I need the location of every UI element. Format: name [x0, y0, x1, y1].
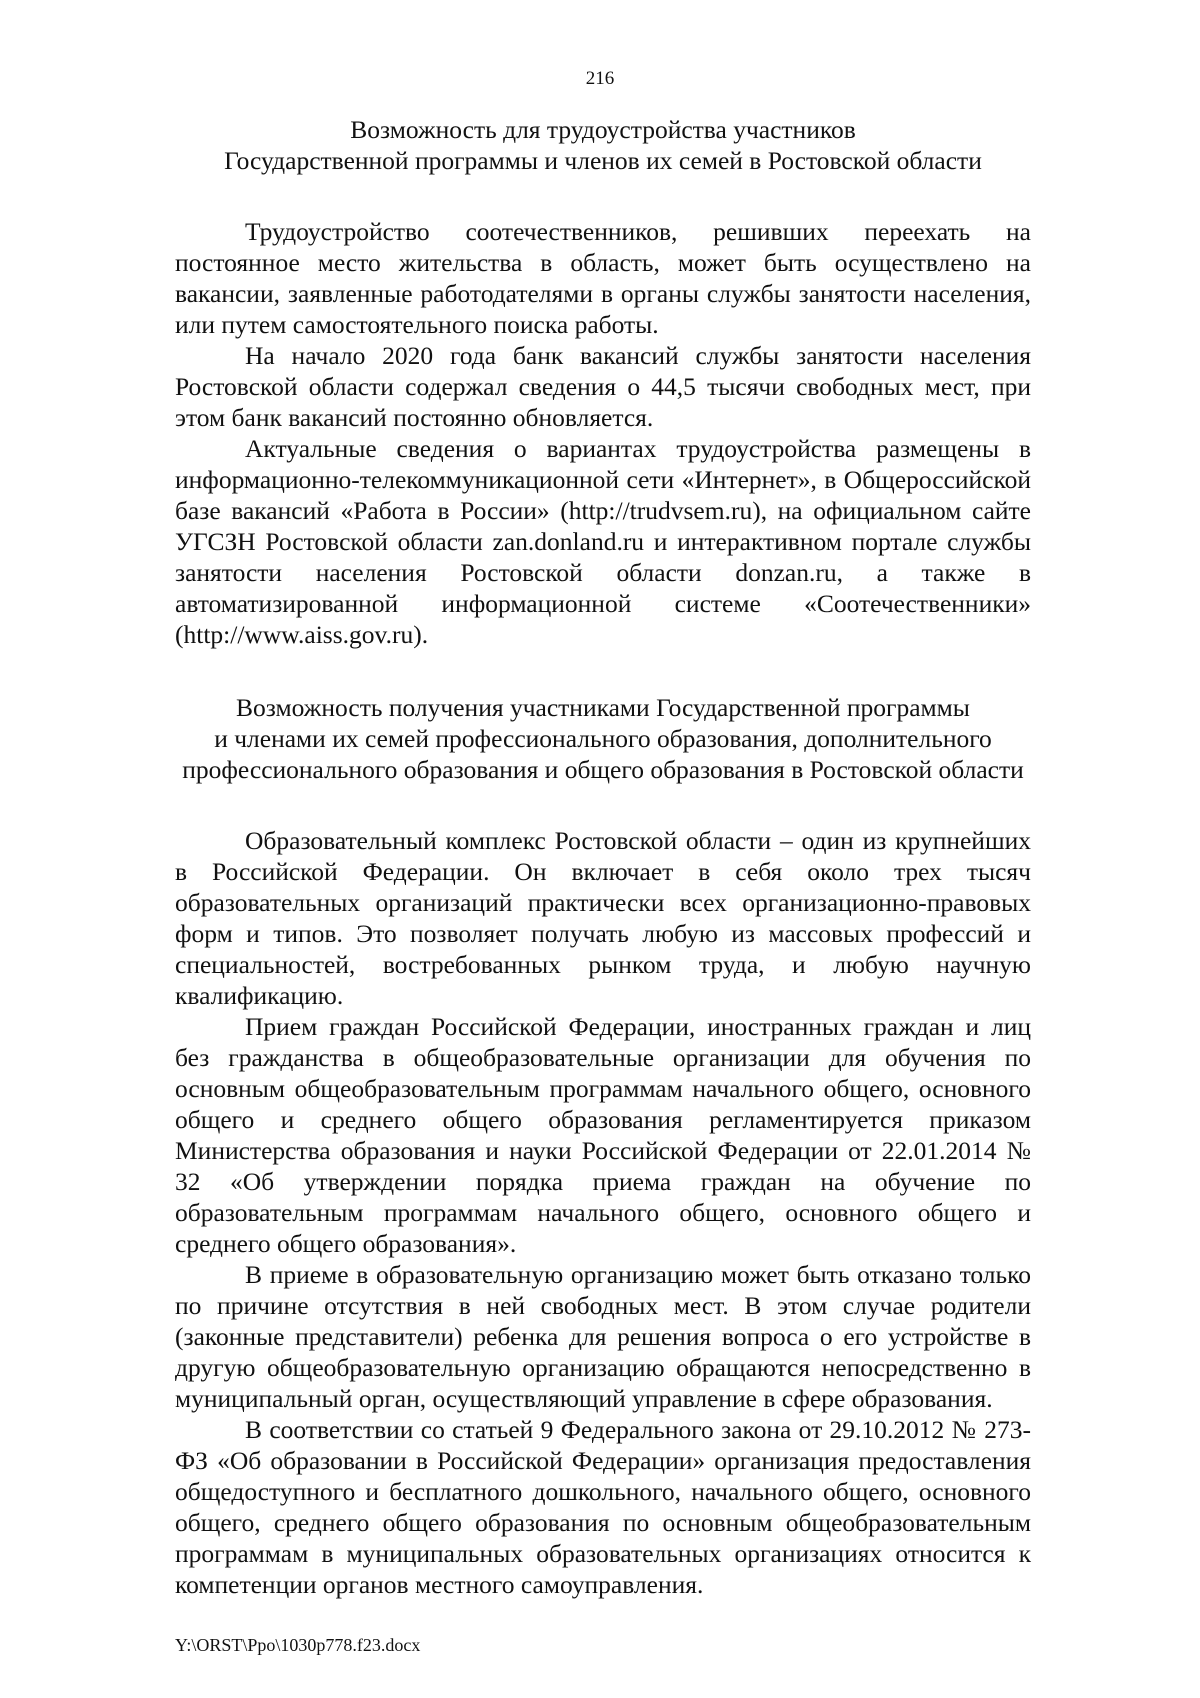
heading-line: Государственной программы и членов их семей в Ростовской области: [224, 146, 982, 175]
footer-file-path: Y:\ORST\Ppo\1030p778.f23.docx: [175, 1635, 421, 1655]
heading-line: Возможность получения участниками Государственной программы: [236, 693, 970, 722]
paragraph: На начало 2020 года банк вакансий службы занятости населения Ростовской области содержал сведения о 44,5 тысячи свободных мест, при этом банк вакансий постоянно обновляется.: [175, 341, 1031, 432]
heading-line: и членами их семей профессионального образования, дополнительного: [214, 724, 992, 753]
paragraph: Актуальные сведения о вариантах трудоустройства размещены в информационно-телекоммуникационной сети «Интернет», в Общероссийской базе вакансий «Работа в России» (http://trudvsem.ru), на официальном сайте УГСЗН Ростовской области zan.donland.ru и интерактивном портале службы занятости населения Ростовской области donzan.ru, а также в автоматизированной информационной системе «Соотечественники» (http://www.aiss.gov.ru).: [175, 434, 1031, 649]
heading-line: Возможность для трудоустройства участников: [350, 115, 856, 144]
heading-line: профессионального образования и общего образования в Ростовской области: [182, 755, 1024, 784]
section-heading-education: [175, 692, 1031, 785]
section-heading-employment: [175, 114, 1031, 176]
paragraph: В приеме в образовательную организацию может быть отказано только по причине отсутствия в ней свободных мест. В этом случае родители (законные представители) ребенка для решения вопроса о его устройстве в другую общеобразовательную организацию обращаются непосредственно в муниципальный орган, осуществляющий управление в сфере образования.: [175, 1260, 1031, 1413]
page-number: 216: [585, 68, 615, 89]
paragraph: В соответствии со статьей 9 Федерального закона от 29.10.2012 № 273-ФЗ «Об образовании в Российской Федерации» организация предоставления общедоступного и бесплатного дошкольного, начального общего, основного общего, среднего общего образования по основным общеобразовательным программам в муниципальных образовательных организациях относится к компетенции органов местного самоуправления.: [175, 1415, 1031, 1599]
document-body: [175, 114, 1031, 1600]
paragraph: Прием граждан Российской Федерации, иностранных граждан и лиц без гражданства в общеобразовательные организации для обучения по основным общеобразовательным программам начального общего, основного общего и среднего общего образования регламентируется приказом Министерства образования и науки Российской Федерации от 22.01.2014 № 32 «Об утверждении порядка приема граждан на обучение по образовательным программам начального общего, основного общего и среднего общего образования».: [175, 1012, 1031, 1258]
paragraph: Трудоустройство соотечественников, решивших переехать на постоянное место жительства в область, может быть осуществлено на вакансии, заявленные работодателями в органы службы занятости населения, или путем самостоятельного поиска работы.: [175, 217, 1031, 339]
paragraph: Образовательный комплекс Ростовской области – один из крупнейших в Российской Федерации. Он включает в себя около трех тысяч образовательных организаций практически всех организационно-правовых форм и типов. Это позволяет получать любую из массовых профессий и специальностей, востребованных рынком труда, и любую научную квалификацию.: [175, 826, 1031, 1010]
